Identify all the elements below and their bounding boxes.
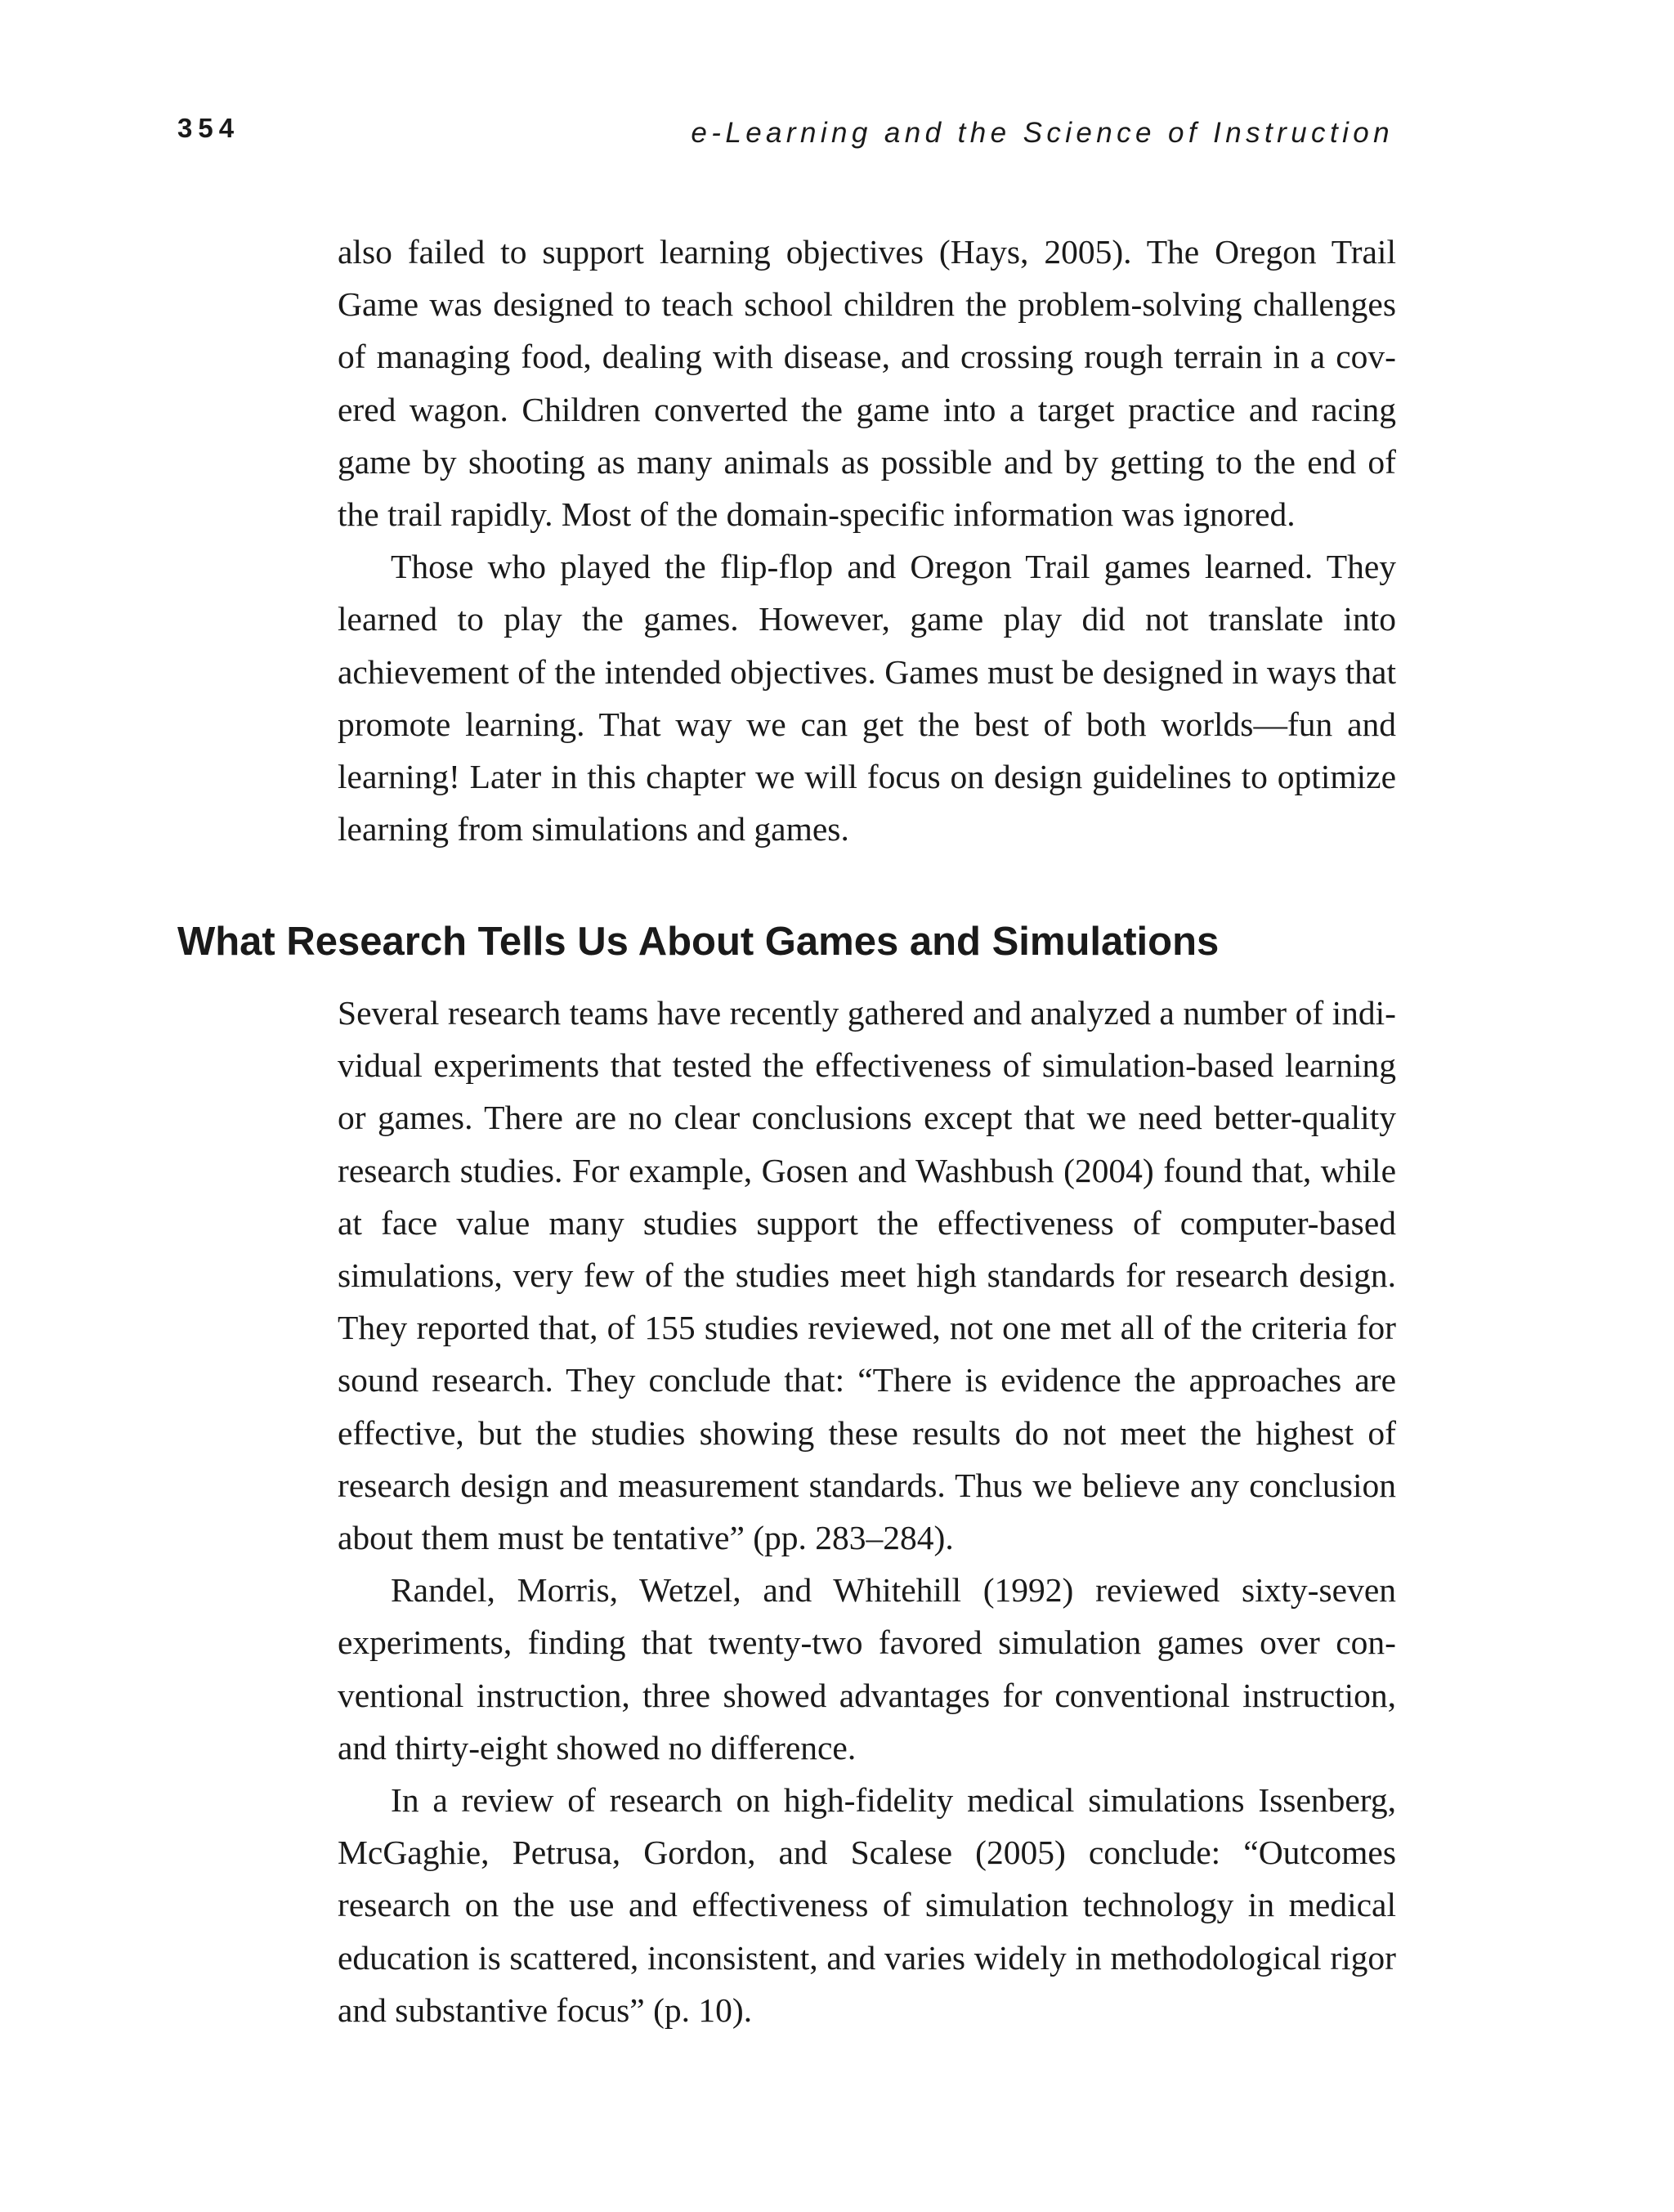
intro-text xyxy=(338,226,1396,855)
paragraph-games-learned: Those who played the flip-flop and Oregon Trail games learned. They learned to play the games. However, game play did not translate into achievement of the intended objectives. Games must be designed in ways that promote learning. That way we can get the best of both worlds—fun and learning! Later in this chapter we will focus on design guidelines to optimize learning from simulations and games. xyxy=(338,548,1396,849)
section-heading: What Research Tells Us About Games and Simulations xyxy=(177,920,1220,964)
running-head-title: e-Learning and the Science of Instruction xyxy=(691,117,1394,149)
section-body xyxy=(338,987,1396,2036)
paragraph-medical-simulations: In a review of research on high-fidelity medical simulations Issenberg, McGaghie, Petrusa, Gordon, and Scalese (2005) conclude: “Outcomes research on the use and effectiveness of simulation technology in medical education is scattered, inconsistent, and varies widely in methodological rigor and substantive focus” (p. 10). xyxy=(338,1781,1396,2029)
paragraph-randel-review: Randel, Morris, Wetzel, and Whitehill (1992) reviewed sixty-seven experiments, finding that twenty-two favored simulation games over conventional instruction, three showed advantages for conventional instruction, and thirty-eight showed no difference. xyxy=(338,1571,1396,1766)
paragraph-research-teams: Several research teams have recently gathered and analyzed a number of individual experiments that tested the effectiveness of simulation-based learning or games. There are no clear conclusions except that we need better-quality research studies. For example, Gosen and Washbush (2004) found that, while at face value many studies support the effectiveness of computer-based simulations, very few of the studies meet high standards for research design. They reported that, of 155 studies reviewed, not one met all of the criteria for sound research. They conclude that: “There is evidence the approaches are effective, but the studies showing these results do not meet the highest of research design and measurement standards. Thus we believe any conclusion about them must be tentative” (pp. 283–284). xyxy=(338,994,1396,1557)
paragraph-oregon-trail: also failed to support learning objectives (Hays, 2005). The Oregon Trail Game was designed to teach school children the problem-solving challenges of managing food, dealing with disease, and crossing rough terrain in a covered wagon. Children converted the game into a target practice and racing game by shooting as many animals as possible and by getting to the end of the trail rapidly. Most of the domain-specific information was ignored. xyxy=(338,233,1396,534)
page-number: 354 xyxy=(177,113,240,143)
